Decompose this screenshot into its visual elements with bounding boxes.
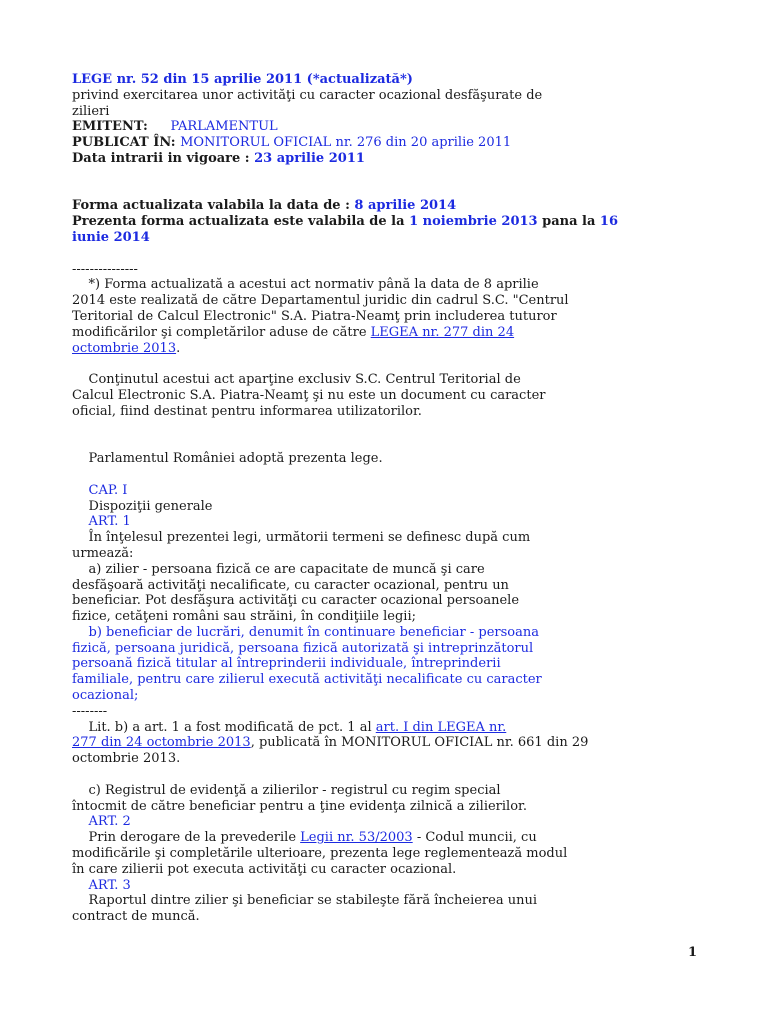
legea-53-2003-link[interactable]: Legii nr. 53/2003 bbox=[300, 830, 413, 846]
amendment-text: Lit. b) a art. 1 a fost modificată de pct. 1 al bbox=[72, 719, 376, 735]
publicat-label: PUBLICAT ÎN: bbox=[72, 135, 181, 151]
prezenta-mid: pana la bbox=[537, 214, 600, 230]
law-subject-line-1: privind exercitarea unor activităţi cu caracter ocazional desfăşurate de bbox=[72, 87, 543, 103]
prezenta-to-month-year: iunie 2014 bbox=[72, 229, 150, 245]
article-text-part: Prin derogare de la prevederile bbox=[72, 830, 301, 846]
disclaimer-line: oficial, fiind destinat pentru informarea utilizatorilor. bbox=[72, 403, 422, 419]
article-text: în care zilierii pot executa activităţi cu caracter ocazional. bbox=[72, 861, 457, 877]
page-number: 1 bbox=[688, 945, 698, 960]
letter-b-line: familiale, pentru care zilierul execută activităţi necalificate cu caracter bbox=[72, 672, 542, 688]
article-text: În înţelesul prezentei legi, următorii termeni se definesc după cum bbox=[72, 530, 531, 546]
article-heading: ART. 1 bbox=[72, 514, 131, 530]
letter-b-line: ocazional; bbox=[72, 688, 139, 704]
article-text: urmează: bbox=[72, 545, 134, 561]
separator: --------------- bbox=[72, 261, 138, 277]
spacer bbox=[72, 167, 702, 183]
letter-a-line: a) zilier - persoana fizică ce are capacitate de muncă şi care bbox=[72, 561, 485, 577]
chapter-heading: CAP. I bbox=[72, 482, 128, 498]
publicat-value: MONITORUL OFICIAL nr. 276 din 20 aprilie 2011 bbox=[180, 135, 512, 151]
amendment-note-line bbox=[72, 735, 702, 751]
chapter-title: Dispoziţii generale bbox=[72, 498, 213, 514]
letter-c-line: c) Registrul de evidenţă a zilierilor - registrul cu regim special bbox=[72, 782, 501, 798]
intrare-line bbox=[72, 151, 702, 167]
letter-b-line: persoană fizică titular al întreprinderii individuale, întreprinderii bbox=[72, 656, 501, 672]
forma-valabila-label: Forma actualizata valabila la data de : bbox=[72, 198, 355, 214]
art-i-lege-277-link[interactable]: art. I din LEGEA nr. bbox=[375, 719, 507, 735]
spacer bbox=[72, 356, 702, 372]
amendment-note-line: octombrie 2013. bbox=[72, 751, 181, 767]
note-line: Teritorial de Calcul Electronic" S.A. Piatra-Neamţ prin includerea tuturor bbox=[72, 308, 557, 324]
spacer bbox=[72, 767, 702, 783]
law-subject-line-2: zilieri bbox=[72, 103, 110, 119]
letter-a-line: desfăşoară activităţi necalificate, cu caracter ocazional, pentru un bbox=[72, 577, 509, 593]
amendment-text: , publicată în MONITORUL OFICIAL nr. 661 din 29 bbox=[250, 735, 589, 751]
forma-valabila-date: 8 aprilie 2014 bbox=[354, 198, 457, 214]
article-text-part: - Codul muncii, cu bbox=[412, 830, 537, 846]
article-text: Raportul dintre zilier şi beneficiar se stabileşte fără încheierea unui bbox=[72, 893, 537, 909]
letter-b-line: b) beneficiar de lucrări, denumit în continuare beneficiar - persoana bbox=[72, 624, 539, 640]
disclaimer-line: Calcul Electronic S.A. Piatra-Neamţ şi nu este un document cu caracter bbox=[72, 387, 546, 403]
spacer bbox=[72, 467, 702, 483]
forma-valabila-line bbox=[72, 198, 702, 214]
note-text: modificărilor şi completărilor aduse de către bbox=[72, 324, 371, 340]
article-text: modificările şi completările ulterioare, prezenta lege reglementează modul bbox=[72, 846, 568, 862]
law-title bbox=[72, 72, 702, 88]
lege-277-link-cont[interactable]: octombrie 2013 bbox=[72, 340, 177, 356]
prezenta-label: Prezenta forma actualizata este valabila de la bbox=[72, 214, 410, 230]
spacer bbox=[72, 435, 702, 451]
article-text: contract de muncă. bbox=[72, 909, 200, 925]
note-line bbox=[72, 341, 702, 357]
intrare-label: Data intrarii in vigoare : bbox=[72, 150, 255, 166]
spacer bbox=[72, 183, 702, 199]
separator: -------- bbox=[72, 703, 108, 719]
spacer bbox=[72, 246, 702, 262]
lege-277-link[interactable]: LEGEA nr. 277 din 24 bbox=[370, 324, 515, 340]
note-line bbox=[72, 325, 702, 341]
article-heading: ART. 3 bbox=[72, 877, 131, 893]
letter-b-line: fizică, persoana juridică, persoana fizică autorizată şi intreprinzătorul bbox=[72, 640, 534, 656]
letter-a-line: beneficiar. Pot desfăşura activităţi cu caracter ocazional persoanele bbox=[72, 593, 520, 609]
disclaimer-line: Conţinutul acestui act aparţine exclusiv S.C. Centrul Teritorial de bbox=[72, 372, 521, 388]
prezenta-to-day: 16 bbox=[599, 214, 618, 230]
prezenta-forma-line bbox=[72, 214, 702, 230]
note-line: *) Forma actualizată a acestui act normativ până la data de 8 aprilie bbox=[72, 277, 539, 293]
law-title-text: LEGE nr. 52 din 15 aprilie 2011 (*actualizată*) bbox=[72, 72, 413, 87]
emitent-label: EMITENT: bbox=[72, 119, 171, 135]
prezenta-from-date: 1 noiembrie 2013 bbox=[409, 214, 538, 230]
art-i-lege-277-link-cont[interactable]: 277 din 24 octombrie 2013 bbox=[72, 735, 251, 751]
amendment-note-line bbox=[72, 720, 702, 736]
note-text: . bbox=[176, 340, 181, 356]
letter-c-line: întocmit de către beneficiar pentru a ţine evidenţa zilnică a zilierilor. bbox=[72, 798, 527, 814]
spacer bbox=[72, 420, 702, 436]
publicat-line bbox=[72, 135, 702, 151]
note-line: 2014 este realizată de către Departamentul juridic din cadrul S.C. "Centrul bbox=[72, 293, 569, 309]
intrare-value: 23 aprilie 2011 bbox=[254, 150, 365, 166]
document-content bbox=[72, 72, 702, 925]
letter-a-line: fizice, cetăţeni români sau străini, în condiţiile legii; bbox=[72, 609, 416, 625]
adoption-statement: Parlamentul României adoptă prezenta lege. bbox=[72, 451, 383, 467]
article-text bbox=[72, 830, 702, 846]
emitent-value: PARLAMENTUL bbox=[170, 119, 278, 135]
emitent-line bbox=[72, 119, 702, 135]
article-heading: ART. 2 bbox=[72, 814, 131, 830]
